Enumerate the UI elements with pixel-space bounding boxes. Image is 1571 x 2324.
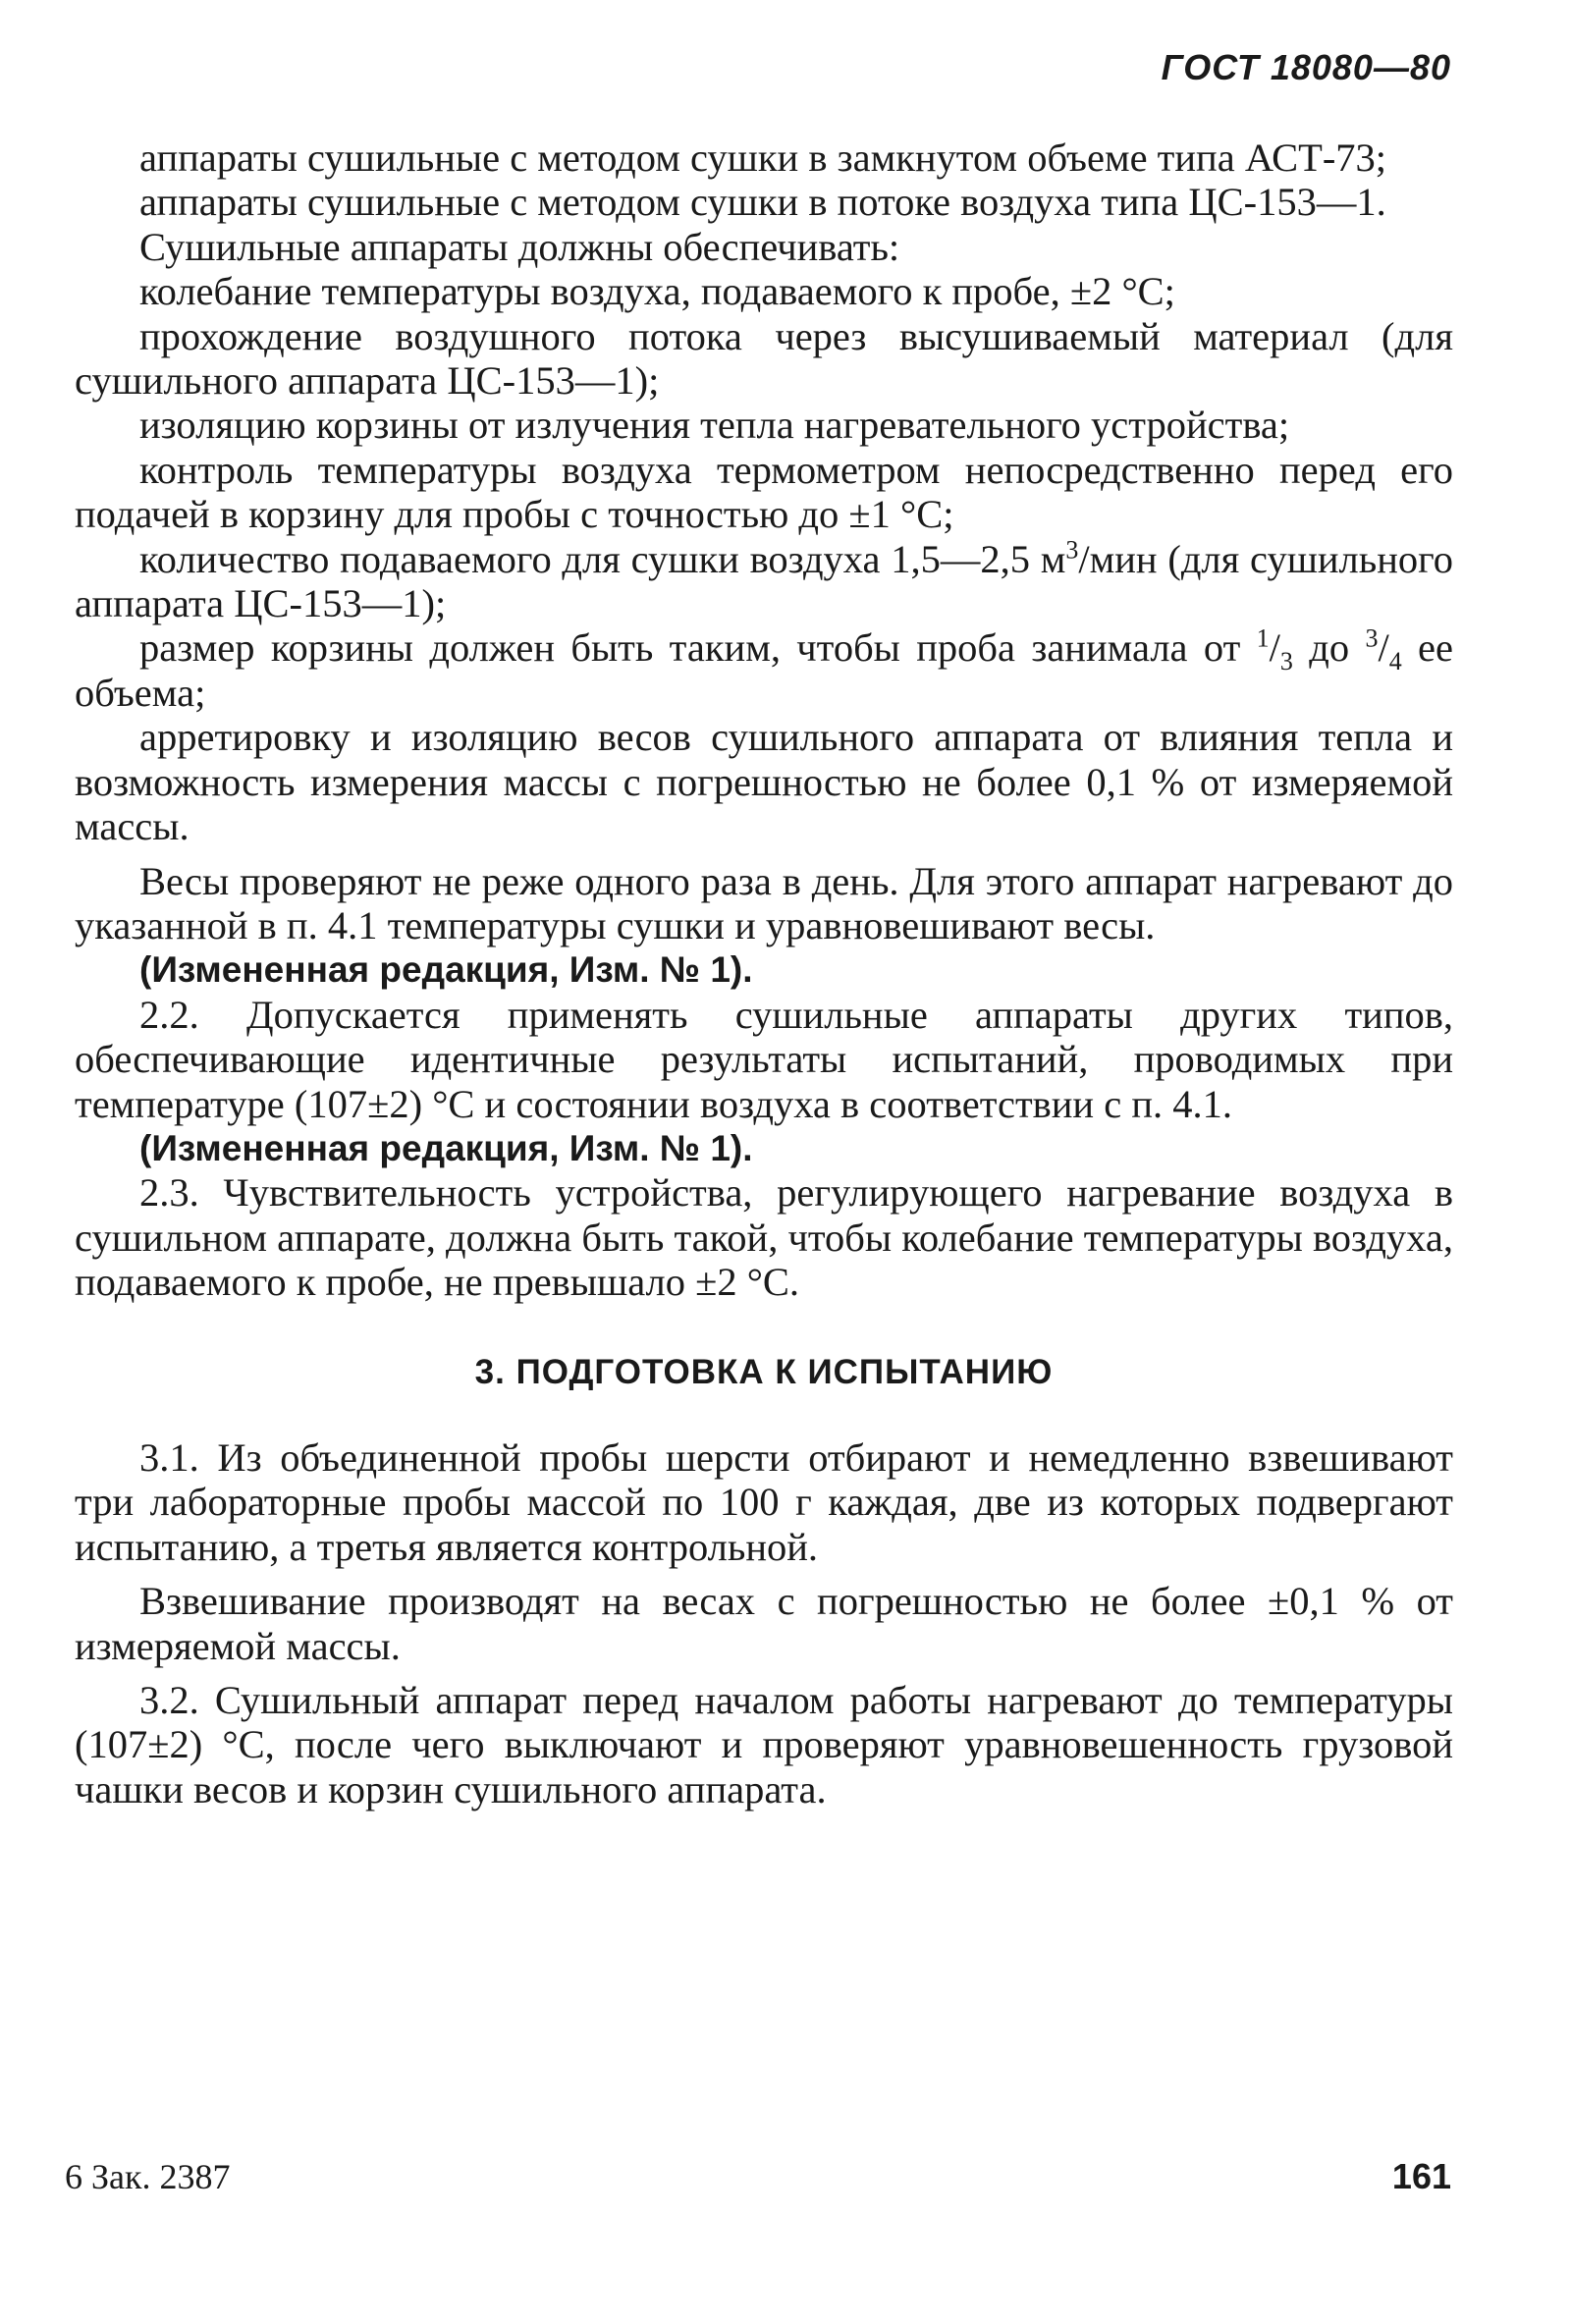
paragraph: арретировку и изоляцию весов сушильного аппарата от влияния тепла и возможность измерения массы с погрешностью не более 0,1 % от измеряемой массы. [75,715,1453,849]
paragraph: 2.3. Чувствительность устройства, регулирующего нагревание воздуха в сушильном аппарате, должна быть такой, чтобы колебание температуры воздуха, подаваемого к пробе, не превышало ±2 °С. [75,1170,1453,1305]
text-run: /мин (для сушильного аппарата ЦС-153—1); [75,536,1454,626]
page-body [75,135,1453,1811]
paragraph: аппараты сушильные с методом сушки в замкнутом объеме типа АСТ-73; [139,135,1387,180]
paragraph: прохождение воздушного потока через высушиваемый материал (для сушильного аппарата ЦС-153—1); [75,313,1453,404]
superscript: 3 [1065,535,1079,565]
text-run: ее объема; [75,625,1453,715]
fraction-numerator: 3 [1365,623,1379,653]
paragraph-basket-size: размер корзины должен быть таким, чтобы проба занимала от $^1/_3$ до $^3/_4$ ее объема; [75,623,1453,715]
paragraph: Весы проверяют не реже одного раза в день. Для этого аппарат нагревают до указанной в п. 4.1 температуры сушки и уравновешивают весы. [75,858,1453,947]
page-number: 161 [1391,2156,1451,2196]
fraction-denominator: 3 [1279,647,1293,676]
paragraph-airflow [75,537,1453,626]
paragraph: изоляцию корзины от излучения тепла нагревательного устройства; [139,403,1290,448]
amendment-note: (Измененная редакция, Изм. № 1). [139,949,753,991]
paragraph: Сушильные аппараты должны обеспечивать: [139,224,900,269]
text-run: размер корзины должен быть таким, чтобы проба занимала от [139,625,1257,671]
order-number: 6 Зак. 2387 [65,2157,231,2196]
section-title: 3. ПОДГОТОВКА К ИСПЫТАНИЮ [474,1352,1054,1391]
paragraph: 3.1. Из объединенной пробы шерсти отбирают и немедленно взвешивают три лабораторные пробы массой по 100 г каждая, две из которых подвергают испытанию, а третья является контрольной. [75,1434,1453,1569]
fraction-numerator: 1 [1256,623,1270,653]
paragraph: контроль температуры воздуха термометром непосредственно перед его подачей в корзину для пробы с точностью до ±1 °С; [75,447,1453,537]
text-run: количество подаваемого для сушки воздуха 1,5—2,5 м [139,536,1066,581]
paragraph: 3.2. Сушильный аппарат перед началом работы нагревают до температуры (107±2) °С, после чего выключают и проверяют уравновешенность грузовой чашки весов и корзин сушильного аппарата. [75,1678,1453,1811]
text-run: до [1292,625,1366,671]
amendment-note: (Измененная редакция, Изм. № 1). [139,1127,753,1168]
paragraph: 2.2. Допускается применять сушильные аппараты других типов, обеспечивающие идентичные результаты испытаний, проводимых при температуре (107±2) °С и состоянии воздуха в соответствии с п. 4.1. [75,992,1453,1126]
standard-header: ГОСТ 18080—80 [1161,47,1451,87]
fraction-denominator: 4 [1388,647,1402,676]
paragraph: аппараты сушильные с методом сушки в потоке воздуха типа ЦС-153—1. [139,180,1386,225]
paragraph: колебание температуры воздуха, подаваемого к пробе, ±2 °С; [139,269,1175,314]
paragraph: Взвешивание производят на весах с погрешностью не более ±0,1 % от измеряемой массы. [75,1579,1453,1668]
